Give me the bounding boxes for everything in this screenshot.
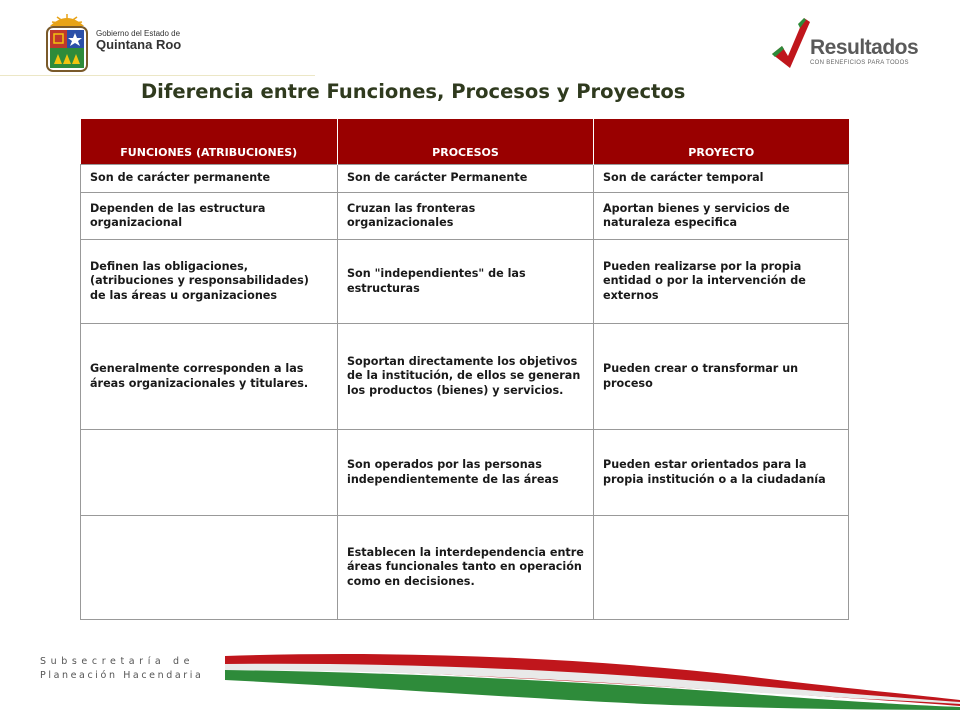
table-cell	[81, 516, 338, 620]
state-shield-icon	[44, 12, 90, 74]
table-cell: Son de carácter temporal	[594, 165, 849, 193]
table-header-row	[81, 119, 849, 165]
table-row	[81, 240, 849, 324]
footer-line1: Subsecretaría de	[40, 656, 195, 667]
gov-logo-text	[96, 30, 181, 52]
table-cell: Pueden estar orientados para la propia institución o a la ciudadanía	[594, 430, 849, 516]
table-cell: Pueden realizarse por la propia entidad o por la intervención de externos	[594, 240, 849, 324]
resultados-tagline: CON BENEFICIOS PARA TODOS	[810, 60, 909, 66]
table-row	[81, 324, 849, 430]
page-title: Diferencia entre Funciones, Procesos y Proyectos	[141, 80, 686, 103]
table-cell	[594, 516, 849, 620]
table-row	[81, 430, 849, 516]
quintana-roo-logo	[44, 12, 244, 74]
header-funciones: FUNCIONES (ATRIBUCIONES)	[81, 119, 338, 165]
table-row	[81, 193, 849, 240]
table-cell: Aportan bienes y servicios de naturaleza especifica	[594, 193, 849, 240]
footer-line2: Planeación Hacendaria	[40, 670, 204, 682]
checkmark-icon	[768, 14, 812, 70]
gov-logo-line2: Quintana Roo	[96, 37, 182, 53]
header-procesos: PROCESOS	[338, 119, 594, 165]
table-cell: Son de carácter permanente	[81, 165, 338, 193]
table-cell: Dependen de las estructura organizacional	[81, 193, 338, 240]
header-divider	[0, 75, 315, 76]
table-cell: Generalmente corresponden a las áreas organizacionales y titulares.	[81, 324, 338, 430]
table-row	[81, 516, 849, 620]
comparison-table	[80, 119, 849, 620]
resultados-wordmark: Resultados	[810, 36, 919, 59]
table-cell: Soportan directamente los objetivos de la institución, de ellos se generan los productos (bienes) y servicios.	[338, 324, 594, 430]
resultados-logo	[768, 14, 918, 76]
table-cell: Son de carácter Permanente	[338, 165, 594, 193]
footer-swoosh-decoration	[225, 650, 960, 710]
table-cell: Establecen la interdependencia entre áreas funcionales tanto en operación como en decisiones.	[338, 516, 594, 620]
footer-department	[40, 655, 203, 684]
table-cell: Son operados por las personas independientemente de las áreas	[338, 430, 594, 516]
header-proyecto: PROYECTO	[594, 119, 849, 165]
table-cell: Pueden crear o transformar un proceso	[594, 324, 849, 430]
table-cell: Cruzan las fronteras organizacionales	[338, 193, 594, 240]
table-cell: Son "independientes" de las estructuras	[338, 240, 594, 324]
table-row	[81, 165, 849, 193]
gov-logo-line1: Gobierno del Estado de	[96, 29, 181, 38]
table-cell	[81, 430, 338, 516]
table-cell: Definen las obligaciones, (atribuciones y responsabilidades) de las áreas u organizaciones	[81, 240, 338, 324]
